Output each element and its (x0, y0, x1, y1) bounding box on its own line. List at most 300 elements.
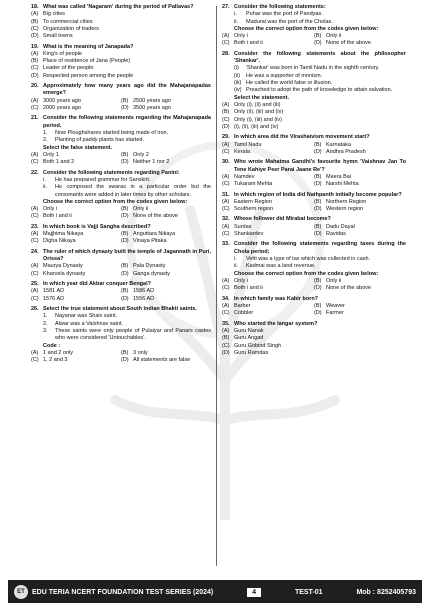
option-label: (D) (121, 270, 129, 277)
question-number: 23. (31, 223, 39, 230)
option-text: To commercial cities (43, 18, 93, 25)
option-text: Karnataka (326, 141, 352, 148)
option-label: (A) (222, 223, 230, 230)
option-item (31, 19, 211, 26)
option-label: (C) (222, 181, 230, 188)
options-list (222, 199, 406, 214)
option-text: Kharvela dynasty (43, 270, 86, 277)
option-text: Only (i), (ii) and (iii) (234, 101, 281, 108)
option-item (314, 40, 406, 47)
option-label: (A) (31, 231, 39, 238)
question-number: 35. (222, 320, 230, 327)
option-label: (D) (314, 231, 322, 238)
statement-label: 2. (43, 137, 48, 144)
option-text: Narshi Mehta (326, 181, 359, 188)
options-list (222, 142, 406, 157)
question-number: 28. (222, 50, 230, 57)
option-text: Only 1 (43, 151, 59, 158)
option-item (222, 181, 314, 188)
option-label: (B) (121, 349, 129, 356)
option-text: All statements are false (133, 357, 191, 364)
option-text: Only i (234, 33, 249, 40)
option-text: Andhra Pradesh (326, 148, 366, 155)
option-item (222, 328, 406, 335)
question-header (222, 296, 406, 303)
statement-text: Nayanar was Shaiv saint. (55, 313, 118, 320)
option-label: (D) (222, 349, 230, 356)
question-block (222, 192, 406, 214)
statement-row (31, 130, 211, 137)
options-list (31, 206, 211, 221)
statement-row (31, 328, 211, 343)
option-label: (C) (222, 40, 230, 47)
question-header (222, 4, 406, 11)
option-item (31, 11, 211, 18)
option-text: Both 1 and 2 (43, 159, 75, 166)
question-header (31, 249, 211, 264)
option-label: (A) (31, 151, 39, 158)
option-label: (B) (121, 151, 129, 158)
statement-text: He was a supporter of monism. (246, 72, 323, 79)
option-text: Pala Dynasty (133, 263, 166, 270)
option-text: Respected person among the people (43, 72, 134, 79)
option-label: (B) (121, 263, 129, 270)
option-label: (D) (121, 159, 129, 166)
option-label: (D) (314, 181, 322, 188)
option-text: Surdas (234, 223, 252, 230)
statement-text: He has prepared grammar for Sanskrit. (55, 176, 151, 183)
option-item (222, 117, 406, 124)
option-text: Place of residence of Jana (People) (43, 58, 131, 65)
option-text: Ganga dynasty (133, 270, 170, 277)
statement-row (31, 313, 211, 320)
statement-label: ii. (234, 18, 238, 25)
question-text: Consider the following statements: (234, 4, 326, 10)
option-text: Guru Nanak (234, 327, 264, 334)
statement-label: i. (234, 11, 237, 18)
option-label: (D) (314, 206, 322, 213)
question-block (222, 4, 406, 48)
question-number: 29. (222, 134, 230, 141)
question-number: 34. (222, 295, 230, 302)
option-text: Guru Gobind Singh (234, 342, 282, 349)
option-item (31, 296, 121, 303)
option-label: (C) (222, 310, 230, 317)
statement-row (222, 11, 406, 18)
option-text: 1 and 2 only (43, 349, 73, 356)
option-label: (A) (222, 302, 230, 309)
option-text: Weaver (326, 302, 345, 309)
option-text: Big cities (43, 11, 66, 18)
option-item (121, 238, 211, 245)
option-label: (D) (314, 310, 322, 317)
question-number: 32. (222, 216, 230, 223)
statement-text: Kadmai was a land revenue. (246, 263, 316, 270)
option-text: Neither 1 nor 2 (133, 159, 170, 166)
option-item (31, 213, 121, 220)
option-label: (A) (222, 33, 230, 40)
option-item (222, 343, 406, 350)
option-text: 2000 years ago (43, 105, 81, 112)
options-list (31, 350, 211, 365)
question-block (222, 321, 406, 357)
footer-brand (14, 585, 213, 599)
option-text: (i), (ii), (iii) and (iv) (234, 123, 279, 130)
option-item (314, 206, 406, 213)
option-item (222, 174, 314, 181)
statement-text: 'Shankar' was born in Tamil Nadu in the eighth century. (246, 65, 380, 72)
option-item (314, 278, 406, 285)
option-item (314, 149, 406, 156)
left-column (31, 4, 211, 368)
question-block (222, 51, 406, 131)
option-text: Organization of traders (43, 25, 99, 32)
question-instruction: Select the false statement. (43, 144, 113, 151)
statement-text: Puhar was the port of Pandyas. (246, 11, 323, 18)
question-instruction: Select the statement. (234, 94, 290, 101)
option-text: 1581 AD (43, 288, 65, 295)
option-label: (C) (31, 357, 39, 364)
option-label: (B) (314, 223, 322, 230)
option-item (222, 102, 406, 109)
option-item (222, 199, 314, 206)
series-title: EDU TERIA NCERT FOUNDATION TEST SERIES (2024) (32, 588, 214, 596)
option-label: (B) (121, 288, 129, 295)
option-text: Maurya Dynasty (43, 263, 83, 270)
option-item (31, 271, 121, 278)
question-block (31, 224, 211, 246)
statement-label: 3. (43, 327, 48, 334)
option-text: Kerala (234, 148, 250, 155)
option-item (31, 73, 211, 80)
question-header (222, 192, 406, 199)
statement-text: Now Ploughshares started being made of iron. (55, 130, 169, 137)
option-text: Anguttara Nikaya (133, 231, 176, 238)
option-label: (A) (31, 11, 39, 18)
option-text: Only ii (326, 277, 342, 284)
question-block (222, 216, 406, 238)
option-item (121, 98, 211, 105)
test-label: TEST-01 (294, 588, 323, 596)
options-list (222, 33, 406, 48)
question-text: In which family was Kabir born? (234, 295, 319, 302)
option-item (222, 224, 314, 231)
question-number: 30. (222, 159, 230, 166)
option-label: (C) (31, 270, 39, 277)
option-text: Both i and ii (234, 285, 263, 292)
question-block (31, 115, 211, 166)
option-label: (C) (31, 159, 39, 166)
option-label: (B) (222, 335, 230, 342)
question-instruction: Choose the correct option from the codes given below: (234, 25, 379, 32)
question-text: Consider the following statements regarding Panini: (43, 169, 180, 176)
option-item (314, 142, 406, 149)
option-text: Guru Ramdas (234, 349, 269, 356)
option-label: (B) (31, 58, 39, 65)
option-text: Only i (234, 277, 249, 284)
statement-row (222, 80, 406, 87)
statement-text: He called the world false or illusion. (246, 80, 333, 87)
question-instruction: Choose the correct option from the codes given below: (234, 270, 379, 277)
options-list (31, 288, 211, 303)
option-label: (B) (314, 33, 322, 40)
statement-label: 1. (43, 313, 48, 320)
options-list (222, 328, 406, 357)
question-header (222, 216, 406, 223)
option-label: (B) (222, 109, 230, 116)
option-item (222, 206, 314, 213)
option-item (31, 65, 211, 72)
option-label: (C) (222, 285, 230, 292)
statement-row (31, 177, 211, 184)
question-text: The ruler of which dynasty built the temple of Jagannath in Puri, Orissa? (43, 248, 211, 263)
option-text: Only 2 (133, 151, 149, 158)
statement-label: ii. (43, 184, 47, 191)
option-text: None of the above (326, 40, 371, 47)
statement-text: Preached to adopt the path of knowledge to attain salvation. (246, 87, 393, 94)
option-text: None of the above (326, 285, 371, 292)
question-number: 19. (31, 43, 39, 50)
option-text: Vinaya Pitaka (133, 238, 167, 245)
option-text: Eastern Region (234, 198, 272, 205)
options-list (31, 263, 211, 278)
option-text: Small towns (43, 33, 73, 40)
question-number: 27. (222, 4, 230, 10)
option-item (121, 213, 211, 220)
options-list (222, 278, 406, 293)
option-item (222, 310, 314, 317)
statement-text: Madurai was the port of the Cholas. (246, 18, 333, 25)
question-header (31, 281, 211, 288)
option-item (222, 335, 406, 342)
option-text: Barber (234, 302, 251, 309)
question-block (31, 44, 211, 80)
option-label: (C) (222, 206, 230, 213)
statement-label: ii. (234, 263, 238, 270)
option-label: (B) (31, 18, 39, 25)
question-text: Consider the following statements regarding taxes during the Chola period; (234, 241, 406, 255)
statement-label: (ii) (234, 72, 241, 79)
option-item (31, 105, 121, 112)
options-list (31, 51, 211, 80)
question-header (31, 224, 211, 231)
option-item (31, 51, 211, 58)
option-item (222, 40, 314, 47)
option-item (31, 238, 121, 245)
option-item (31, 58, 211, 65)
question-header (31, 170, 211, 177)
option-item (31, 263, 121, 270)
question-header (222, 134, 406, 141)
page-footer (8, 580, 422, 603)
statement-row (31, 321, 211, 328)
option-text: 3000 years ago (43, 97, 81, 104)
question-header (31, 83, 211, 98)
options-list (222, 174, 406, 189)
edu-teria-logo: ET (14, 585, 28, 599)
option-label: (B) (121, 231, 129, 238)
question-header (222, 159, 406, 174)
option-text: 3500 years ago (133, 105, 171, 112)
question-block (31, 170, 211, 221)
option-text: King's of people (43, 50, 82, 57)
question-text: In which year did Akbar conquer Bengal? (43, 281, 151, 288)
option-item (222, 231, 314, 238)
statement-row (222, 87, 406, 94)
option-item (31, 288, 121, 295)
statement-label: i. (234, 256, 237, 263)
option-label: (B) (314, 173, 322, 180)
option-item (222, 149, 314, 156)
option-label: (C) (31, 295, 39, 302)
option-text: Dadu Dayal (326, 223, 355, 230)
column-divider (216, 6, 217, 566)
options-list (222, 102, 406, 131)
option-text: Cobbler (234, 310, 254, 317)
question-header (31, 115, 211, 130)
option-item (314, 310, 406, 317)
options-list (222, 224, 406, 239)
option-label: (B) (314, 141, 322, 148)
option-item (314, 231, 406, 238)
option-text: Only (i), (iii) and (iv) (234, 116, 282, 123)
option-text: 2500 years ago (133, 97, 171, 104)
page-number: 4 (247, 588, 261, 597)
option-label: (D) (314, 285, 322, 292)
option-label: (B) (121, 97, 129, 104)
question-header (222, 51, 406, 66)
option-text: Tamil Nadu (234, 141, 262, 148)
option-item (31, 159, 121, 166)
option-label: (B) (121, 206, 129, 213)
question-text: In which book is Vajji Sangha described? (43, 223, 151, 230)
option-label: (D) (121, 105, 129, 112)
mobile-number: Mob : 8252405793 (356, 588, 416, 596)
option-label: (A) (222, 101, 230, 108)
option-item (222, 109, 406, 116)
option-item (222, 124, 406, 131)
option-text: Tukaram Mehta (234, 181, 273, 188)
question-block (222, 134, 406, 156)
option-text: 1576 AD (43, 295, 65, 302)
statement-row (31, 184, 211, 199)
option-label: (A) (31, 50, 39, 57)
option-label: (D) (121, 213, 129, 220)
option-item (121, 350, 211, 357)
option-item (314, 33, 406, 40)
option-item (314, 181, 406, 188)
question-number: 20. (31, 83, 39, 90)
question-instruction: Code : (43, 342, 61, 349)
statement-label: 2. (43, 320, 48, 327)
question-block (222, 241, 406, 292)
option-item (314, 285, 406, 292)
option-item (121, 271, 211, 278)
option-item (222, 303, 314, 310)
option-label: (D) (121, 238, 129, 245)
question-text: What was called 'Nagaram' during the period of Pallavas? (43, 4, 194, 10)
option-label: (A) (222, 327, 230, 334)
question-block (222, 159, 406, 188)
option-text: Both i and ii (43, 213, 72, 220)
statement-row (222, 73, 406, 80)
question-number: 26. (31, 306, 39, 313)
statement-text: Planting of paddy plants has started. (55, 137, 144, 144)
options-list (222, 303, 406, 318)
question-block (31, 4, 211, 40)
option-item (314, 224, 406, 231)
question-number: 24. (31, 248, 39, 255)
option-label: (B) (314, 277, 322, 284)
option-text: Both i and ii (234, 40, 263, 47)
option-item (121, 152, 211, 159)
option-text: Namdev (234, 173, 255, 180)
question-block (31, 306, 211, 364)
statement-label: (iii) (234, 80, 242, 87)
option-label: (A) (222, 141, 230, 148)
option-label: (C) (31, 65, 39, 72)
question-text: Consider the following statements regarding the Mahajanapada period. (43, 115, 211, 129)
option-text: 1586 AD (133, 288, 155, 295)
question-block (31, 83, 211, 112)
question-text: Whose follower did Mirabai become? (234, 216, 331, 223)
option-label: (D) (314, 40, 322, 47)
option-text: Northern Region (326, 198, 367, 205)
question-text: Approximately how many years ago did the Mahajanapadas emerge? (43, 83, 211, 97)
option-label: (A) (222, 277, 230, 284)
option-item (31, 26, 211, 33)
option-text: Southern region (234, 206, 274, 213)
option-item (121, 105, 211, 112)
option-item (31, 206, 121, 213)
option-label: (C) (31, 238, 39, 245)
option-item (121, 206, 211, 213)
option-text: Leader of the people (43, 65, 94, 72)
question-number: 21. (31, 115, 39, 122)
question-text: What is the meaning of Janapada? (43, 43, 134, 50)
option-item (222, 278, 314, 285)
option-item (121, 263, 211, 270)
statement-label: (iv) (234, 87, 242, 94)
options-list (31, 98, 211, 113)
option-label: (B) (314, 302, 322, 309)
option-text: Digha Nikaya (43, 238, 76, 245)
question-header (31, 306, 211, 313)
option-item (121, 357, 211, 364)
option-label: (C) (222, 231, 230, 238)
option-item (121, 296, 211, 303)
option-text: Meera Bai (326, 173, 352, 180)
option-label: (D) (31, 72, 39, 79)
option-text: Only ii (133, 206, 149, 213)
statement-label: 1. (43, 130, 48, 137)
statement-text: He composed the swaras in a particular order but the consonants were added in later times by other scholars. (55, 184, 211, 198)
option-label: (C) (31, 105, 39, 112)
option-text: Majjhima Nikaya (43, 231, 84, 238)
option-item (222, 285, 314, 292)
option-label: (C) (31, 25, 39, 32)
option-text: 1556 AD (133, 295, 155, 302)
statement-row (31, 137, 211, 144)
option-text: Ravidas (326, 231, 346, 238)
question-number: 18. (31, 4, 39, 10)
option-item (121, 231, 211, 238)
statement-text: Vetti was a type of tax which was collected in cash. (246, 256, 371, 263)
question-block (31, 281, 211, 303)
option-text: Only ii (326, 33, 342, 40)
option-text: Shankardev (234, 231, 264, 238)
statement-row (222, 19, 406, 26)
